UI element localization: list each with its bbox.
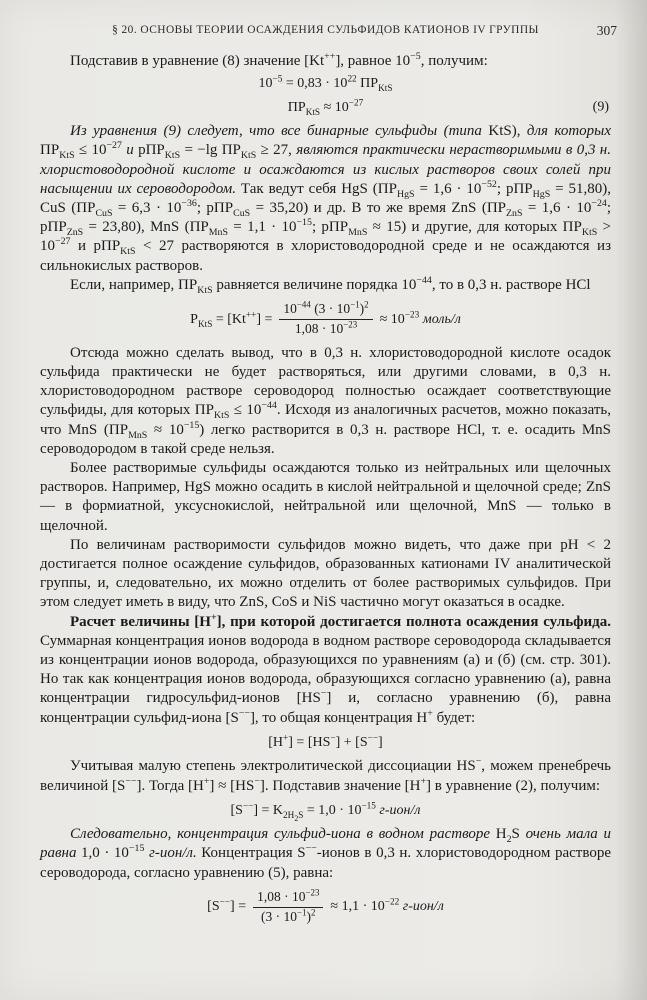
equation-s-final-fraction: [40, 889, 611, 926]
fraction-numerator: $1,08 \cdot 10^{-23}$: [257, 887, 320, 904]
paragraph-conclusion-hcl: Отсюда можно сделать вывод, что в 0,3 н. хлористоводородной кислоте осадок сульфида практически не будет растворяться, или другими словами, в 0,3 н. хлористоводородном растворе сероводород полностью осаждает соответствующие сульфиды, для которых $ПР_{KtS} \le 10^{-44}$. Исходя из аналогичных расчетов, можно показать, что MnS $(ПР_{MnS} \approx 10^{-15})$ легко растворится в 0,3 н. растворе HCl, т. е. осадить MnS сероводородом в такой среде нельзя.: [40, 344, 611, 457]
fraction: [279, 301, 372, 338]
equation-rhs: ≈ $1,1 \cdot 10^{-22}$ г-ион/л: [330, 896, 444, 915]
chapter-heading: § 20. ОСНОВЫ ТЕОРИИ ОСАЖДЕНИЯ СУЛЬФИДОВ КАТИОНОВ IV ГРУППЫ: [112, 24, 539, 36]
fraction-denominator: $1,08 \cdot 10^{-23}$: [279, 319, 372, 338]
equation-h-sum: [H+] = [HS−] + [S−−]: [268, 732, 383, 750]
equation-rhs: ≈ $10^{-23}$ моль/л: [379, 308, 461, 327]
equation-9-body: $ПР_{KtS} \approx 10^{-27}$: [287, 97, 364, 117]
paragraph-if-prkts: Если, например, $ПР_{KtS}$ равняется величине порядка $10^{-44}$, то в 0,3 н. растворе HCl: [70, 274, 591, 296]
fraction-denominator: $(3 \cdot 10^{-1})^2$: [253, 907, 323, 926]
running-header: [40, 23, 617, 38]
equation-pkts-fraction: [40, 301, 611, 338]
paragraph-binary-sulfides: Из уравнения (9) следует, что все бинарные сульфиды (типа KtS), для которых $ПР_{KtS} \le 10^{-27}$ и рПР$_{KtS}$ = −lg $ПР_{KtS} \ge 27$, являются практически нерастворимыми в 0,3 н. хлористоводородной кислоте и осаждаются из кислых растворов своих солей при насыщении их сероводородом. Так ведут себя HgS ($ПР_{HgS} = 1,6 \cdot 10^{-52}$; рПР$_{HgS}$ = 51,80), CuS ($ПР_{CuS} = 6,3 \cdot 10^{-36}$; рПР$_{CuS}$ = 35,20) и др. В то же время ZnS ($ПР_{ZnS} = 1,6 \cdot 10^{-24}$; рПР$_{ZnS}$ = 23,80), MnS ($ПР_{MnS} = 1,1 \cdot 10^{-15}$; рПР$_{MnS}$ ≈ 15) и другие, для которых $ПР_{KtS} > 10^{-27}$ и рПР$_{KtS}$ < 27 растворяются в хлористоводородной среде и не осаждаются из сильнокислых растворов.: [40, 123, 611, 274]
paragraph-substitute-kt: Подставив в уравнение (8) значение [Kt++], равное $10^{-5}$, получим:: [70, 51, 488, 69]
equation-k2h2s: $[S^{--}] = K_{2H_2S} = 1,0 \cdot 10^{-15}$ г-ион/л: [230, 800, 421, 823]
fraction-numerator: $10^{-44}$ $(3 \cdot 10^{-1})^2$: [283, 299, 369, 317]
equation-lhs: [S−−] =: [207, 896, 247, 915]
paragraph-ph-less-2: По величинам растворимости сульфидов можно видеть, что даже при pH < 2 достигается полное осаждение сульфидов, образованных катионами IV аналитической группы, и, следовательно, их можно отделить от более растворимых сульфидов. При этом следует иметь в виду, что ZnS, CoS и NiS частично могут оказаться в осадке.: [40, 536, 611, 611]
equation-9-number: (9): [592, 99, 609, 115]
page-number: 307: [596, 23, 617, 38]
paragraph-sulfide-ion-concentration: Следовательно, концентрация сульфид-иона в водном растворе $H_2S$ очень мала и равна $1,0 \cdot 10^{-15}$ г-ион/л. Концентрация S−−-ионов в 0,3 н. хлористоводородном растворе сероводорода, согласно уравнению (5), равна:: [40, 826, 611, 881]
equation-lhs: $P_{KtS} = [Kt^{++}]$ =: [190, 308, 273, 329]
paragraph-soluble-sulfides: Более растворимые сульфиды осаждаются только из нейтральных или щелочных растворов. Например, HgS можно осадить в кислой нейтральной и щелочной среде; ZnS — в формиатной, уксуснокислой, нейтральной или щелочной, MnS — только в щелочной.: [40, 460, 611, 534]
fraction: [253, 889, 323, 926]
equation-9: [40, 99, 611, 117]
equation-8-substituted: $10^{-5} = 0,83 \cdot 10^{22}$ $ПР_{KtS}$: [258, 73, 393, 93]
paragraph-dissociation: Учитывая малую степень электролитической диссоциации HS−, можем пренебречь величиной [S−−]. Тогда [H+] ≈ [HS−]. Подставив значение [H+] в уравнение (2), получим:: [40, 756, 612, 794]
paragraph-h-concentration-calc: Расчет величины [H+], при которой достигается полнота осаждения сульфида. Суммарная концентрация ионов водорода в водном растворе сероводорода складывается из концентрации ионов водорода, образующихся по уравнениям (а) и (б) (см. стр. 301). Но так как концентрация ионов водорода, образующихся согласно уравнению (а), равна концентрации гидросульфид-ионов [HS−] и, согласно уравнению (б), равна концентрации сульфид-иона [S−−], то общая концентрация H+ будет:: [40, 611, 611, 726]
